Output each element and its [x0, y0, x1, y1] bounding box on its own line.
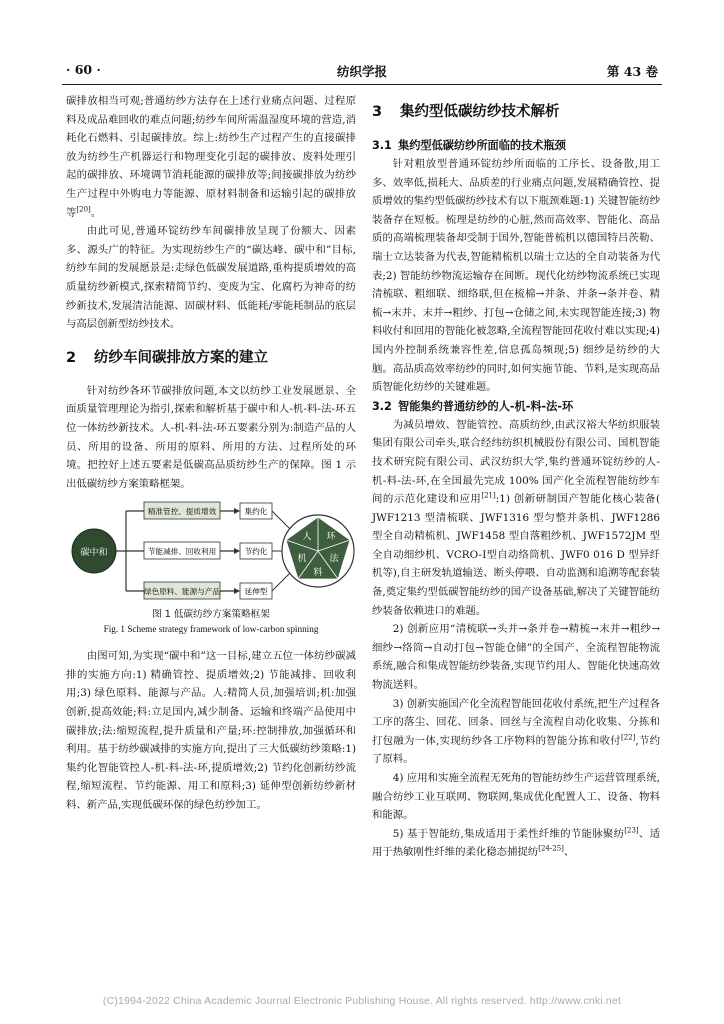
section-title: 集约型低碳纺纱技术解析 [400, 104, 560, 120]
paragraph: 为减员增效、智能管控、高质纺纱,由武汉裕大华纺织服装集团有限公司牵头,联合经纬纺织机械股份有限公司、国机智能技术研究院有限公司、武汉纺织大学,集约普通环锭纺纱的人-机-料-法-环,在全国最先完成 100% 国产化全流程智能纺纱车间的示范化建设和应用[21]:1) 创新研制国产智能化核心装备( JWF1213 型清梳联、JWF1316 型匀整并条机、JWF1286 型全自动精梳机、JWF1458 型自落粗纱机、JWF1572JM 型全自动细纱机、VCRO-Ⅰ型自动络筒机、JWF0 016 D 型异纤机等),自主研发轨道输送、断头停喂、自动监测和追溯等配套装备,奠定集约型低碳智能纺纱的国产设备基础,解决了关键智能纺纱装备依赖进口的难题。 [372, 418, 660, 617]
reference[interactable]: [21] [481, 491, 496, 500]
paragraph: 4) 应用和实施全流程无死角的智能纺纱生产运营管理系统,融合纺纱工业互联网、物联网,集成优化配置人工、设备、物料和能源。 [372, 772, 660, 822]
journal-name: 纺织学报 [336, 64, 387, 79]
copyright-footer: (C)1994-2022 China Academic Journal Electronic Publishing House. All rights reserved. http://www.cnki.net [102, 995, 622, 1007]
element-liao: 料 [313, 568, 323, 579]
page-header [60, 62, 664, 82]
subsection-heading-3-2 [372, 397, 660, 416]
paragraph: 针对粗放型普通环锭纺纱所面临的工序长、设备散,用工多、效率低,损耗大、品质差的行业痛点问题,发展精确管控、提质增效的集约型低碳纺纱技术有以下瓶颈难题:1) 关键智能纺纱装备存在短板。梳理是纺纱的心脏,然而高效率、智能化、高品质的高端梳理装备却受制于国外,智能普梳机以德国特吕茨勒、瑞士立达装备为代表,智能精梳机以瑞士立达的全自动装备为代表;2) 智能纺纱物流运输存在间断。现代化纺纱物流系统已实现清梳联、粗细联、细络联,但在梳棉→并条、并条→条并卷、精梳→末并、末并→粗纱、打包→仓储之间,未实现智能连接;3) 物料收付和回用的智能化被忽略,全流程智能回花收付难以实现;4) 国内外控制系统兼容性差,信息孤岛频现;5) 细纱是纺纱的大脑。高品质高效率纺纱的同时,如何实施节能、节料,是实现高品质智能化纺纱的关键难题。 [372, 158, 660, 394]
paragraph: 由图可知,为实现“碳中和”这一目标,建立五位一体纺纱碳减排的实施方向:1) 精确管控、提质增效;2) 节能减排、回收利用;3) 绿色原料、能源与产品。人:精简人员,加强培训;机:加强创新,提高效能;料:立足国内,减少制备、运输和终端产品使用中碳排放;法:缩短流程,提升质量和产量;环:控制排放,加强循环和利用。基于纺纱碳减排的实施方向,提出了三大低碳纺纱策略:1) 集约化智能管控人-机-料-法-环,提质增效;2) 节约化创新纺纱流程,缩短流程、节约能源、用工和原料;3) 延伸型创新纺纱新材料、新产品,实现低碳环保的绿色纺纱加工。 [66, 650, 356, 812]
connector-lines [116, 511, 144, 591]
element-ji: 机 [297, 554, 307, 565]
box-economical-label: 节约化 [244, 547, 268, 557]
volume-number: 第 43 卷 [606, 64, 658, 79]
section-heading-3 [372, 102, 660, 122]
arrow-heads [234, 508, 240, 594]
box-green-materials-label: 绿色原料、能源与产品 [144, 587, 220, 597]
section-number: 3 [372, 104, 383, 120]
box-extended-label: 延伸型 [244, 587, 268, 597]
paragraph: 由此可见,普通环锭纺纱车间碳排放呈现了份额大、因素多、源头广的特征。为实现纺纱生产的“碳达峰、碳中和”目标,纺纱车间的发展愿景是:走绿色低碳发展道路,重构提质增效的高质量纺纱新模式,探索精简节约、变废为宝、化腐朽为神奇的纺纱新技术,发展清洁能源、固碳材料、低能耗/零能耗制品的底层与高层创新型纺纱技术。 [66, 225, 356, 331]
header-rule [62, 84, 662, 85]
paragraph: 5) 基于智能纺,集成适用于柔性纤维的节能脉聚纺[23]、适用于热敏刚性纤维的柔化稳态捕捉纺[24-25]、 [372, 826, 661, 859]
section-heading-2 [66, 348, 356, 368]
element-fa: 法 [329, 554, 339, 565]
subsection-number: 3.1 [372, 139, 392, 152]
page-number: · 60 · [66, 62, 101, 77]
paragraph: 碳排放相当可观;普通纺纱方法存在上述行业痛点问题、过程原料及成品难回收的难点问题;纺纱车间所需温湿度环境的营造,消耗化石燃料、引起碳排放。综上:纺纱生产过程产生的直接碳排放为纺纱生产机器运行和物理变化引起的碳排放、废料处理引起的碳排放、环境调节消耗能源的碳排放等;间接碳排放为纺纱生产过程中外购电力等能源、原材料制备和运输引起的碳排放等[20]。 [66, 95, 356, 219]
figure-caption-en: Fig. 1 Scheme strategy framework of low-carbon spinning [103, 624, 319, 635]
paragraph: 针对纺纱各环节碳排放问题,本文以纺纱工业发展愿景、全面质量管理理论为指引,探索和解析基于碳中和人-机-料-法-环五位一体纺纱新技术。人-机-料-法-环五要素分别为:制造产品的人员、所用的设备、所用的原料、所用的方法、过程所处的环境。把控好上述五要素是低碳高品质纺纱生产的保障。图 1 示出低碳纺纱方案策略框架。 [66, 384, 356, 490]
subsection-title: 智能集约普通纺纱的人-机-料-法-环 [398, 399, 574, 413]
left-column [66, 92, 356, 815]
subsection-title: 集约型低碳纺纱所面临的技术瓶颈 [398, 139, 566, 152]
subsection-heading-3-1 [372, 136, 660, 155]
figure-1 [66, 497, 356, 605]
section-number: 2 [66, 349, 77, 366]
figure-caption-cn: 图 1 低碳纺纱方案策略框架 [152, 609, 270, 621]
subsection-number: 3.2 [372, 399, 392, 413]
reference[interactable]: [20] [76, 205, 91, 214]
box-energy-saving-label: 节能减排、回收利用 [147, 547, 217, 557]
carbon-neutral-label: 碳中和 [80, 548, 108, 559]
box-intensive-label: 集约化 [244, 507, 268, 517]
strategy-framework-diagram [66, 497, 356, 605]
reference[interactable]: [22] [620, 733, 636, 742]
reference[interactable]: [24-25] [538, 844, 564, 853]
element-huan: 环 [326, 532, 336, 543]
paragraph: 2) 创新应用“清梳联→头并→条并卷→精梳→末并→粗纱→细纱→络筒→自动打包→智能仓储”的全国产、全流程智能物流系统,融合和集成智能纺纱装备,实现节约用人、智能化快速高效物流送料。 [372, 623, 660, 692]
box-precise-control-label: 精准管控、提质增效 [147, 507, 217, 517]
arrow-lines [220, 511, 234, 591]
right-column [372, 92, 660, 862]
paragraph: 3) 创新实施国产化全流程智能回花收付系统,把生产过程各工序的落尘、回花、回条、回丝与全流程自动化收集、分拣和打包融为一体,实现纺纱各工序物料的智能分拣和收付[22],节约了原料。 [372, 697, 660, 766]
section-title: 纺纱车间碳排放方案的建立 [94, 349, 268, 366]
reference[interactable]: [23] [624, 826, 639, 835]
element-ren: 人 [302, 532, 312, 543]
